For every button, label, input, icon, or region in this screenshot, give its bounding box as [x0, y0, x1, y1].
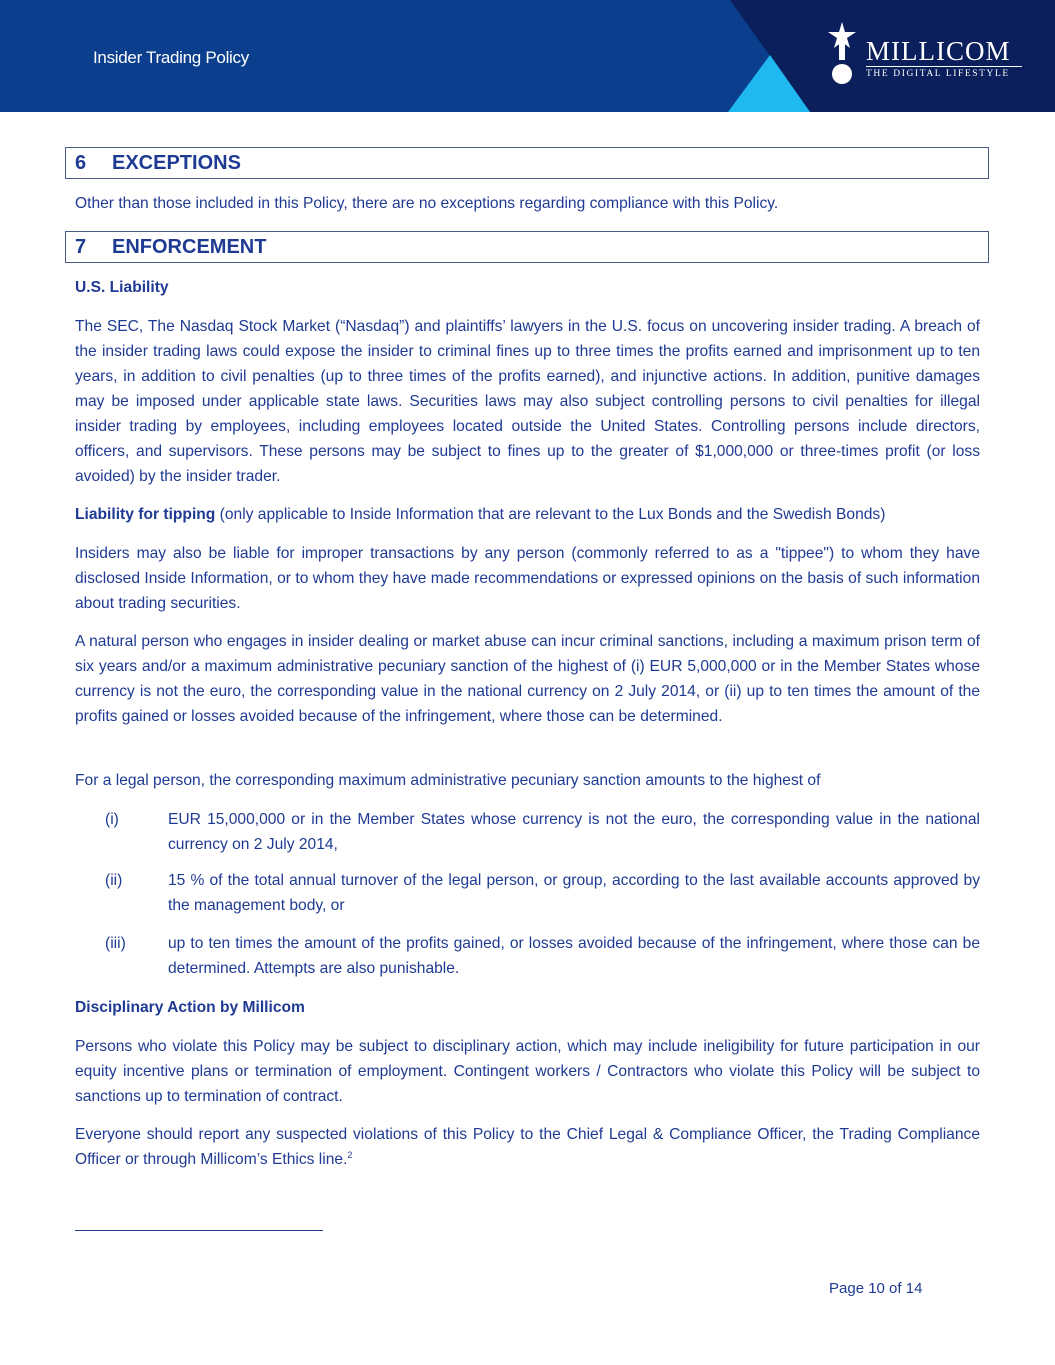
tipping-note: (only applicable to Inside Information that are relevant to the Lux Bonds and the Swedish Bonds): [215, 506, 886, 523]
tipping-heading-line: [75, 502, 980, 527]
natural-person-paragraph: A natural person who engages in insider dealing or market abuse can incur criminal sanctions, including a maximum prison term of six years and/or a maximum administrative pecuniary sanction of the highest of (i) EUR 5,000,000 or in the Member States whose currency is not the euro, the corresponding value in the national currency on 2 July 2014, or (ii) up to ten times the amount of the profits gained or losses avoided because of the infringement, where those can be determined.: [75, 633, 980, 725]
list-item-number: (ii): [105, 872, 123, 889]
header-banner: [0, 0, 1055, 112]
page-number: Page 10 of 14: [829, 1280, 923, 1297]
section-heading-exceptions: [65, 147, 989, 179]
tipping-paragraph: Insiders may also be liable for improper transactions by any person (commonly referred to as a "tippee") to whom they have disclosed Inside Information, or to whom they have made recommendations or expressed opinions on the basis of such information about trading securities.: [75, 545, 980, 612]
report-text: Everyone should report any suspected violations of this Policy to the Chief Legal & Compliance Officer, the Trading Compliance Officer or through Millicom’s Ethics line.: [75, 1126, 980, 1168]
logo-tagline: THE DIGITAL LIFESTYLE: [866, 69, 1010, 79]
list-item-text: EUR 15,000,000 or in the Member States whose currency is not the euro, the corresponding value in the national currency on 2 July 2014,: [168, 811, 980, 853]
document-title: Insider Trading Policy: [93, 48, 249, 67]
list-item-text: up to ten times the amount of the profits gained, or losses avoided because of the infringement, where those can be determined. Attempts are also punishable.: [168, 935, 980, 977]
legal-person-intro: For a legal person, the corresponding maximum administrative pecuniary sanction amounts to the highest of: [75, 772, 821, 789]
us-liability-paragraph: The SEC, The Nasdaq Stock Market (“Nasdaq”) and plaintiffs’ lawyers in the U.S. focus on uncovering insider trading. A breach of the insider trading laws could expose the insider to criminal fines up to three times the profits earned and imprisonment up to ten years, in addition to civil penalties (up to three times of the profits earned), and injunctive actions. In addition, punitive damages may be imposed under applicable state laws. Securities laws may also subject controlling persons to civil penalties for illegal insider trading by employees, including employees located outside the United States. Controlling persons include directors, officers, and supervisors. These persons may be subject to fines up to the greater of $1,000,000 or three-times profit (or loss avoided) by the insider trader.: [75, 318, 980, 485]
tipping-heading: Liability for tipping: [75, 506, 216, 523]
section-title: EXCEPTIONS: [112, 152, 241, 174]
section-number: 7: [75, 236, 87, 258]
disciplinary-paragraph: Persons who violate this Policy may be subject to disciplinary action, which may include ineligibility for future participation in our equity incentive plans or termination of employment. Contingent workers / Contractors who violate this Policy will be subject to sanctions up to termination of contract.: [75, 1038, 980, 1105]
list-item-text: 15 % of the total annual turnover of the legal person, or group, according to the last available accounts approved by the management body, or: [168, 872, 980, 914]
millicom-logo-text: MILLICOM: [866, 36, 1011, 66]
list-item-number: (i): [105, 811, 119, 828]
millicom-star-icon: [826, 22, 858, 88]
footnote-separator: [75, 1230, 323, 1231]
section-number: 6: [75, 152, 87, 174]
us-liability-heading: U.S. Liability: [75, 279, 169, 296]
list-item-number: (iii): [105, 935, 126, 952]
section-title: ENFORCEMENT: [112, 236, 267, 258]
section-heading-enforcement: [65, 231, 989, 263]
logo-divider: [866, 66, 1022, 67]
exceptions-paragraph: Other than those included in this Policy, there are no exceptions regarding compliance with this Policy.: [75, 195, 779, 212]
footnote-reference[interactable]: 2: [347, 1150, 353, 1160]
disciplinary-heading: Disciplinary Action by Millicom: [75, 999, 305, 1016]
report-paragraph: [75, 1122, 980, 1172]
